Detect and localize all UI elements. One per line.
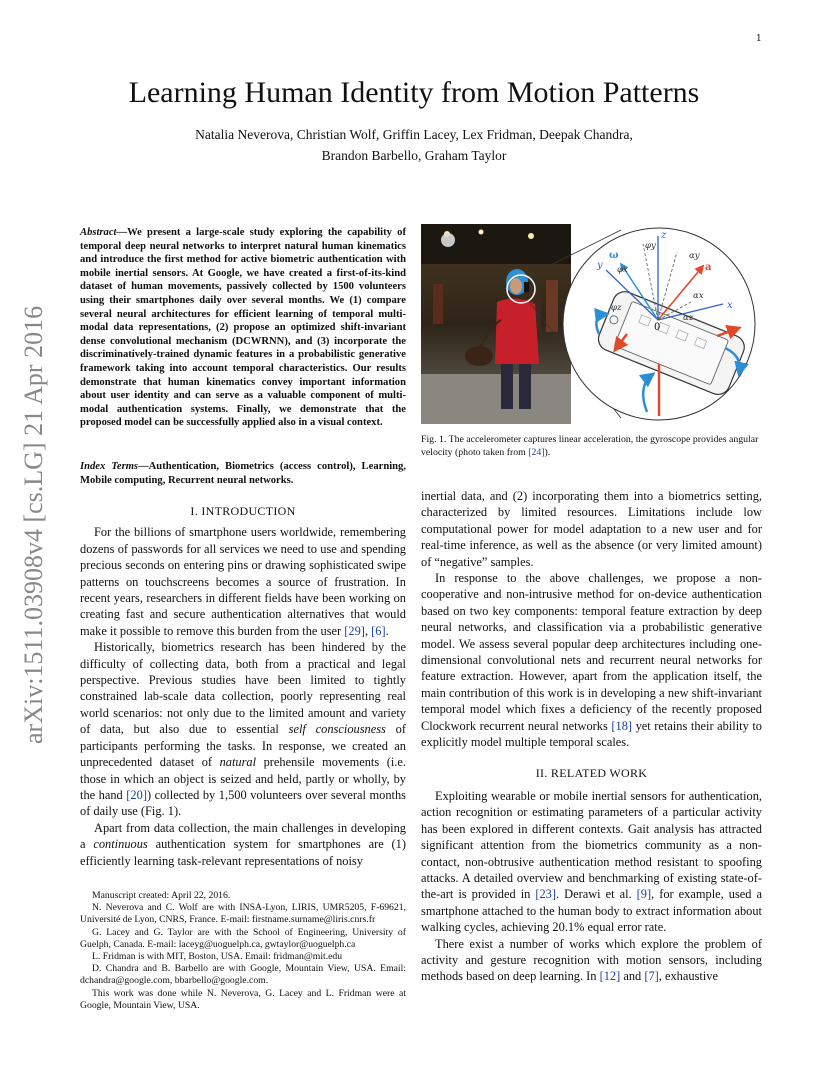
index-terms-text: —Authentication, Biometrics (access control), Learning, Mobile computing, Recurrent neural networks. <box>80 461 406 486</box>
citation-20[interactable]: [20] <box>126 787 147 802</box>
section-heading-introduction: I. INTRODUCTION <box>190 504 296 518</box>
right-paragraph-2: In response to the above challenges, we propose a non-cooperative and non-intrusive method for on-device authentication based on two key components: temporal feature extraction by deep neural networks, and classification via a probabilistic generative model. We assess several popular deep architectures including one-dimensional convolutional nets and recurrent neural networks for feature extraction. However, apart from the application itself, the main contribution of this work is in developing a new shift-invariant temporal model which fixes a deficiency of the recently proposed Clockwork recurrent neural networks [18] yet retains their ability to explicitly model multiple temporal scales. <box>421 571 762 750</box>
figure-1-caption: Fig. 1. The accelerometer captures linear acceleration, the gyroscope provides angular velocity (photo taken from [24]). <box>421 434 759 458</box>
phi-x-label: φx <box>617 265 628 275</box>
abstract-label: Abstract <box>80 227 117 238</box>
axis-label-y: y <box>597 260 603 271</box>
citation-23[interactable]: [23] <box>535 887 557 902</box>
intro-paragraph-3: Apart from data collection, the main challenges in developing a continuous authentication system for smartphones are (1) efficiently learning task-relevant representations of noisy <box>80 820 406 868</box>
citation-9[interactable]: [9] <box>636 887 652 902</box>
author-list <box>130 124 698 166</box>
abstract <box>80 226 406 430</box>
citation-29[interactable]: [29] <box>344 623 365 638</box>
right-paragraph-1: inertial data, and (2) incorporating them into a biometrics setting, characterized by limited resources. Limitations include low computational power for model adaptation to a new user and for real-time inference, as well as the absence (or very limited amount) of “negative” samples. <box>421 489 762 569</box>
introduction-section <box>80 503 406 869</box>
intro-paragraph-1: For the billions of smartphone users worldwide, remembering dozens of passwords for all services we need to use and spending precious seconds on entering pins or drawing sophisticated swipe patterns on touchscreens becomes a source of frustration. In recent years, researchers in different fields have been working on creating fast and secure authentication alternatives that would make it possible to remove this burden from the user [29], [6]. <box>80 525 406 638</box>
acceleration-label: a <box>705 262 712 273</box>
alpha-x-label: αx <box>693 291 704 301</box>
authors-line-1: Natalia Neverova, Christian Wolf, Griffin Lacey, Lex Fridman, Deepak Chandra, <box>195 127 633 142</box>
citation-7[interactable]: [7] <box>644 969 659 984</box>
footnote: L. Fridman is with MIT, Boston, USA. Email: fridman@mit.edu <box>92 951 343 963</box>
axis-label-z: z <box>661 230 667 241</box>
citation-24[interactable]: [24] <box>528 447 545 458</box>
photo-panel <box>421 224 571 424</box>
footnote: G. Lacey and G. Taylor are with the School of Engineering, University of Guelph, Canada. E-mail: laceyg@uoguelph.ca, gwtaylor@uoguelph.ca <box>80 926 406 950</box>
omega-label: ω <box>609 250 619 261</box>
alpha-y-label: αy <box>689 251 700 261</box>
alpha-z-label: αz <box>683 313 694 323</box>
intro-paragraph-2: Historically, biometrics research has been hindered by the difficulty of collecting data, both from a practical and legal perspective. Previous studies have been limited to tightly constrained lab-scale data collection, poorly representing real world scenarios: not only due to the limited amount and variety of data, but also due to essential self consciousness of participants performing the tasks. In response, we created an unprecedented dataset of natural prehensile movements (i.e. those in which an object is seized and held, partly or wholly, by the hand [20]) collected by 1,500 volunteers over several months of daily use (Fig. 1). <box>80 640 407 819</box>
section-heading-related-work: II. RELATED WORK <box>535 765 648 780</box>
figure-1 <box>421 224 762 424</box>
footnote: N. Neverova and C. Wolf are with INSA-Lyon, LIRIS, UMR5205, F-69621, Université de Lyon, CNRS, France. E-mail: firstname.surname@liris.cnrs.fr <box>80 902 406 926</box>
index-terms <box>80 460 406 487</box>
figure-1-illustration <box>421 224 762 424</box>
paper-title: Learning Human Identity from Motion Patterns <box>128 76 700 109</box>
authors-line-2: Brandon Barbello, Graham Taylor <box>321 148 507 163</box>
index-terms-label: Index Terms <box>80 461 139 472</box>
abstract-text: —We present a large-scale study exploring the capability of temporal deep neural networks to interpret natural human kinematics and introduce the first method for active biometric authentication with mobile inertial sensors. At Google, we have created a first-of-its-kind dataset of human movements, passively collected by 1500 volunteers using their smartphones daily over several months. We (1) compare several neural architectures for efficient learning of temporal multi-modal data representations, (2) propose an optimized shift-invariant dense convolutional mechanism (DCWRNN), and (3) incorporate the discriminatively-trained dynamic features in a probabilistic generative framework taking into account temporal characteristics. Our results demonstrate that human kinematics convey important information about user identity and can serve as a valuable component of multi-modal authentication systems. Finally, we demonstrate that the proposed model can be successfully applied also in a visual context. <box>80 227 406 429</box>
sensor-diagram <box>563 228 755 420</box>
right-column-text <box>421 488 762 985</box>
arxiv-stamp: arXiv:1511.03908v4 [cs.LG] 21 Apr 2016 <box>19 305 48 745</box>
footnote: D. Chandra and B. Barbello are with Google, Mountain View, USA. Email: dchandra@google.com, bbarbello@google.com. <box>80 963 406 987</box>
citation-18[interactable]: [18] <box>611 718 633 733</box>
footnote: This work was done while N. Neverova, G. Lacey and L. Fridman were at Google, Mountain View, USA. <box>80 987 406 1011</box>
phi-z-label: φz <box>611 303 622 313</box>
related-paragraph-2: There exist a number of works which explore the problem of activity and gesture recognition with motion sensors, including methods based on deep learning. In [12] and [7], exhaustive <box>421 936 762 984</box>
footnotes <box>80 890 406 1012</box>
phi-y-label: φy <box>645 241 656 251</box>
axis-label-x: x <box>727 300 733 311</box>
citation-12[interactable]: [12] <box>599 969 621 984</box>
page-number: 1 <box>756 34 762 44</box>
related-paragraph-1: Exploiting wearable or mobile inertial sensors for authentication, action recognition or estimating parameters of a particular activity has been explored in different contexts. Gait analysis has attracted significant attention from the biometrics community as a non-contact, non-obtrusive authentication method resistant to spoofing attacks. A detailed overview and benchmarking of existing state-of-the-art is provided in [23]. Derawi et al. [9], for example, used a smartphone attached to the human body to extract information about walking cycles, achieving 20.1% equal error rate. <box>421 788 762 935</box>
origin-label: 0 <box>654 322 661 333</box>
footnote: Manuscript created: April 22, 2016. <box>92 890 231 901</box>
citation-6[interactable]: [6] <box>371 623 386 638</box>
